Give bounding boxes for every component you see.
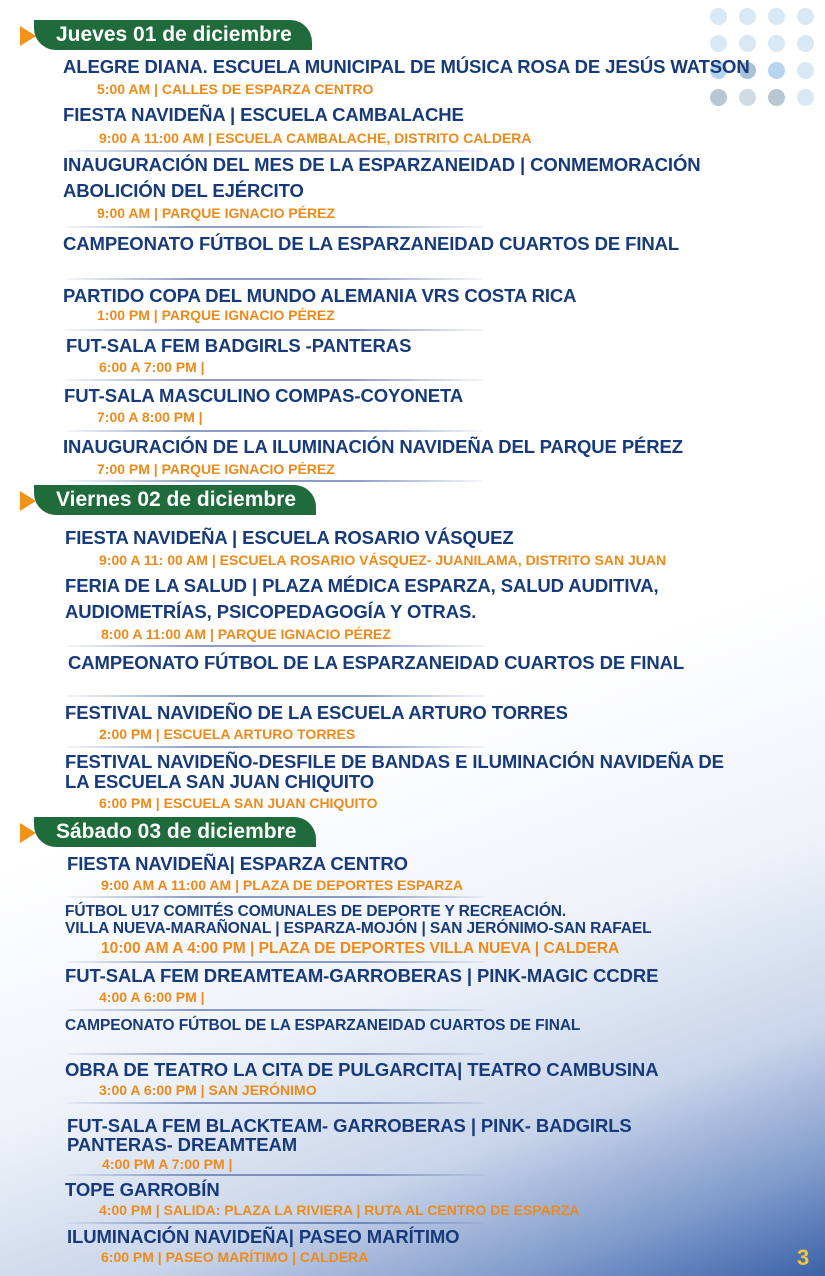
divider <box>67 1174 485 1176</box>
event-title: FIESTA NAVIDEÑA | ESCUELA CAMBALACHE <box>63 104 464 125</box>
event-detail: 4:00 PM A 7:00 PM | <box>102 1156 233 1172</box>
event-title: CAMPEONATO FÚTBOL DE LA ESPARZANEIDAD CUARTOS DE FINAL <box>68 652 685 673</box>
event-title: OBRA DE TEATRO LA CITA DE PULGARCITA| TEATRO CAMBUSINA <box>65 1059 659 1080</box>
event-detail: 7:00 A 8:00 PM | <box>97 409 203 425</box>
event-title: INAUGURACIÓN DE LA ILUMINACIÓN NAVIDEÑA DEL PARQUE PÉREZ <box>63 436 683 457</box>
event-title: PARTIDO COPA DEL MUNDO ALEMANIA VRS COSTA RICA <box>63 285 577 306</box>
event-detail: 4:00 PM | SALIDA: PLAZA LA RIVIERA | RUTA AL CENTRO DE ESPARZA <box>99 1202 580 1218</box>
event-detail: 6:00 A 7:00 PM | <box>99 359 205 375</box>
event-detail: 9:00 A 11: 00 AM | ESCUELA ROSARIO VÁSQUEZ- JUANILAMA, DISTRITO SAN JUAN <box>99 552 667 568</box>
event-title: FUT-SALA FEM DREAMTEAM-GARROBERAS | PINK-MAGIC CCDRE <box>65 965 659 986</box>
event-detail: 6:00 PM | PASEO MARÍTIMO | CALDERA <box>101 1249 369 1265</box>
day-label: Sábado 03 de diciembre <box>34 817 316 847</box>
event-detail: 6:00 PM | ESCUELA SAN JUAN CHIQUITO <box>99 795 378 811</box>
divider <box>65 430 483 432</box>
event-title: FESTIVAL NAVIDEÑO-DESFILE DE BANDAS E ILUMINACIÓN NAVIDEÑA DE <box>65 751 724 772</box>
divider <box>67 645 485 647</box>
event-title-line2: ABOLICIÓN DEL EJÉRCITO <box>63 180 304 201</box>
event-detail: 9:00 A 11:00 AM | ESCUELA CAMBALACHE, DISTRITO CALDERA <box>99 130 532 146</box>
event-title-line2: AUDIOMETRÍAS, PSICOPEDAGOGÍA Y OTRAS. <box>65 601 477 622</box>
divider <box>67 961 485 963</box>
divider <box>65 480 483 482</box>
event-detail: 7:00 PM | PARQUE IGNACIO PÉREZ <box>97 461 335 477</box>
divider <box>67 746 485 748</box>
event-detail: 1:00 PM | PARQUE IGNACIO PÉREZ <box>97 307 335 323</box>
event-title: FUT-SALA FEM BLACKTEAM- GARROBERAS | PINK- BADGIRLS <box>67 1115 632 1136</box>
divider <box>65 329 483 331</box>
event-title: INAUGURACIÓN DEL MES DE LA ESPARZANEIDAD | CONMEMORACIÓN <box>63 154 701 175</box>
divider <box>65 379 483 381</box>
event-title-line2: PANTERAS- DREAMTEAM <box>67 1134 298 1155</box>
divider <box>67 1102 485 1104</box>
event-title: CAMPEONATO FÚTBOL DE LA ESPARZANEIDAD CUARTOS DE FINAL <box>65 1017 581 1034</box>
divider <box>67 1222 485 1224</box>
event-title: FUT-SALA MASCULINO COMPAS-COYONETA <box>64 385 464 406</box>
page-number: 3 <box>797 1245 810 1270</box>
event-title: FUT-SALA FEM BADGIRLS -PANTERAS <box>66 335 412 356</box>
event-detail: 8:00 A 11:00 AM | PARQUE IGNACIO PÉREZ <box>101 626 391 642</box>
event-title: FIESTA NAVIDEÑA | ESCUELA ROSARIO VÁSQUEZ <box>65 527 514 548</box>
event-title: FÚTBOL U17 COMITÉS COMUNALES DE DEPORTE Y RECREACIÓN. <box>65 903 567 920</box>
event-detail: 4:00 A 6:00 PM | <box>99 989 205 1005</box>
event-detail: 9:00 AM A 11:00 AM | PLAZA DE DEPORTES ESPARZA <box>101 877 464 893</box>
event-title: TOPE GARROBÍN <box>65 1179 220 1200</box>
divider <box>65 150 483 152</box>
event-title-line2: LA ESCUELA SAN JUAN CHIQUITO <box>65 771 374 792</box>
event-title: ILUMINACIÓN NAVIDEÑA| PASEO MARÍTIMO <box>67 1226 460 1247</box>
event-title: CAMPEONATO FÚTBOL DE LA ESPARZANEIDAD CUARTOS DE FINAL <box>63 233 680 254</box>
event-detail: 2:00 PM | ESCUELA ARTURO TORRES <box>99 726 356 742</box>
divider <box>65 226 483 228</box>
divider <box>67 1009 485 1011</box>
event-title: FERIA DE LA SALUD | PLAZA MÉDICA ESPARZA, SALUD AUDITIVA, <box>65 575 659 596</box>
day-label: Viernes 02 de diciembre <box>34 485 316 515</box>
event-title: ALEGRE DIANA. ESCUELA MUNICIPAL DE MÚSICA ROSA DE JESÚS WATSON <box>63 56 750 77</box>
event-detail: 9:00 AM | PARQUE IGNACIO PÉREZ <box>97 205 336 221</box>
event-title: FESTIVAL NAVIDEÑO DE LA ESCUELA ARTURO TORRES <box>65 702 568 723</box>
divider <box>67 695 485 697</box>
event-detail: 10:00 AM A 4:00 PM | PLAZA DE DEPORTES VILLA NUEVA | CALDERA <box>101 940 620 957</box>
divider <box>67 1053 485 1055</box>
event-detail: 5:00 AM | CALLES DE ESPARZA CENTRO <box>97 81 374 97</box>
divider <box>67 896 485 898</box>
divider <box>65 278 483 280</box>
day-label: Jueves 01 de diciembre <box>34 20 312 50</box>
event-title: FIESTA NAVIDEÑA| ESPARZA CENTRO <box>67 853 408 874</box>
event-detail: 3:00 A 6:00 PM | SAN JERÓNIMO <box>99 1082 317 1098</box>
event-title-line2: VILLA NUEVA-MARAÑONAL | ESPARZA-MOJÓN | SAN JERÓNIMO-SAN RAFAEL <box>65 920 652 937</box>
